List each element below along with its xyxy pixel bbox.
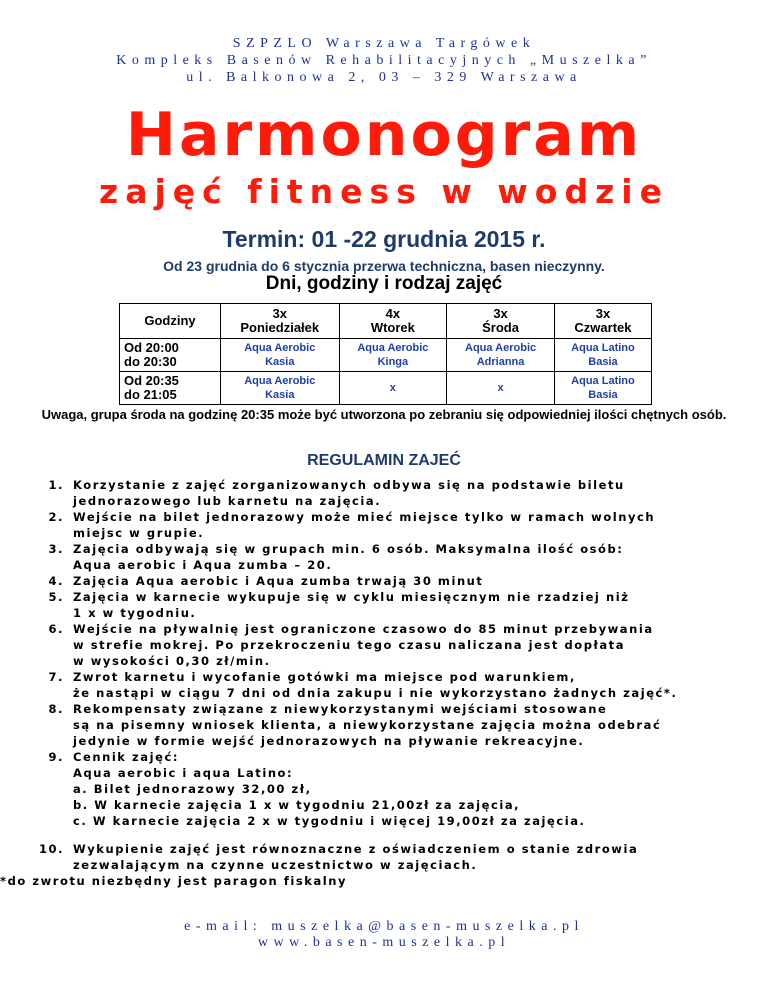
wednesday-note: Uwaga, grupa środa na godzinę 20:35 może być utworzona po zebraniu się odpowiedniej ilości chętnych osób. [41, 407, 727, 422]
technical-break-note: Od 23 grudnia do 6 stycznia przerwa techniczna, basen nieczynny. [163, 258, 605, 274]
schedule-heading: Dni, godziny i rodzaj zajęć [265, 273, 503, 294]
price-item: a. Bilet jednorazowy 32,00 zł, [73, 782, 312, 796]
list-item: 9. Cennik zajęć: Aqua aerobic i aqua Latino: a. Bilet jednorazowy 32,00 zł, b. W karnecie zajęcia 1 x w tygodniu 21,00zł za zajęcia, c. W karnecie zajęcia 2 x w tygodniu i więcej 19,00zł za zajęcia. [40, 749, 760, 829]
footer-contact [0, 919, 768, 951]
header-wednesday: 3x Środa [447, 304, 555, 339]
class-cell: Aqua Latino Basia [554, 372, 651, 405]
price-list [73, 781, 760, 829]
header-complex: Kompleks Basenów Rehabilitacyjnych „Muszelka” [116, 53, 652, 68]
class-cell: Aqua Aerobic Kasia [221, 339, 340, 372]
schedule-row [120, 339, 652, 372]
regulations-list [0, 477, 760, 889]
schedule-table [119, 303, 652, 405]
header-tuesday: 4x Wtorek [339, 304, 447, 339]
class-cell: Aqua Latino Basia [554, 339, 651, 372]
schedule-row [120, 372, 652, 405]
spacer [40, 829, 760, 841]
list-item: 10. Wykupienie zajęć jest równoznaczne z oświadczeniem o stanie zdrowia zezwalającym na czynne uczestnictwo w zajęciach. [38, 842, 639, 872]
list-item: 1. Korzystanie z zajęć zorganizowanych odbywa się na podstawie biletu jednorazowego lub karnetu na zajęcia. [48, 478, 625, 508]
header-thursday: 3x Czwartek [554, 304, 651, 339]
header-hours: Godziny [120, 304, 221, 339]
list-item: 8. Rekompensaty związane z niewykorzystanymi wejściami stosowane są na pisemny wniosek klienta, a niewykorzystane zajęcia można odebrać jedynie w formie wejść jednorazowych na pływanie rekreacyjne. [48, 702, 662, 748]
empty-class-cell: x [447, 372, 555, 405]
regulations-title: REGULAMIN ZAJEĆ [307, 452, 461, 469]
class-cell: Aqua Aerobic Kinga [339, 339, 447, 372]
header-address: ul. Balkonowa 2, 03 – 329 Warszawa [186, 70, 582, 85]
class-cell: Aqua Aerobic Adrianna [447, 339, 555, 372]
footnote: *do zwrotu niezbędny jest paragon fiskalny [0, 874, 348, 888]
hour-cell: Od 20:00 do 20:30 [120, 339, 221, 372]
list-item: 2. Wejście na bilet jednorazowy może mieć miejsce tylko w ramach wolnych miejsc w grupie. [48, 510, 656, 540]
empty-class-cell: x [339, 372, 447, 405]
header-institution: SZPZLO Warszawa Targówek [232, 36, 536, 51]
header-monday: 3x Poniedziałek [221, 304, 340, 339]
list-item: 4. Zajęcia Aqua aerobic i Aqua zumba trwają 30 minut [48, 574, 484, 588]
list-item: 6. Wejście na pływalnię jest ograniczone czasowo do 85 minut przebywania w strefie mokrej. Po przekroczeniu tego czasu naliczana jest dopłata w wysokości 0,30 zł/min. [48, 622, 654, 668]
footer-email[interactable]: e-mail: muszelka@basen-muszelka.pl [184, 919, 584, 934]
page-subtitle: zajęć fitness w wodzie [99, 172, 669, 211]
class-cell: Aqua Aerobic Kasia [221, 372, 340, 405]
price-item: c. W karnecie zajęcia 2 x w tygodniu i więcej 19,00zł za zajęcia. [73, 814, 586, 828]
footer-website[interactable]: www.basen-muszelka.pl [257, 935, 511, 950]
price-item: b. W karnecie zajęcia 1 x w tygodniu 21,00zł za zajęcia, [73, 798, 521, 812]
list-item: 7. Zwrot karnetu i wycofanie gotówki ma miejsce pod warunkiem, że nastąpi w ciągu 7 dni od dnia zakupu i nie wykorzystano żadnych zajęć*. [48, 670, 678, 700]
list-item: 3. Zajęcia odbywają się w grupach min. 6 osób. Maksymalna ilość osób: Aqua aerobic i Aqua zumba – 20. [48, 542, 624, 572]
hour-cell: Od 20:35 do 21:05 [120, 372, 221, 405]
term-dates: Termin: 01 -22 grudnia 2015 r. [222, 226, 546, 252]
schedule-header-row [120, 304, 652, 339]
page-title: Harmonogram [125, 100, 643, 170]
list-item: 5. Zajęcia w karnecie wykupuje się w cyklu miesięcznym nie rzadziej niż 1 x w tygodniu. [48, 590, 630, 620]
